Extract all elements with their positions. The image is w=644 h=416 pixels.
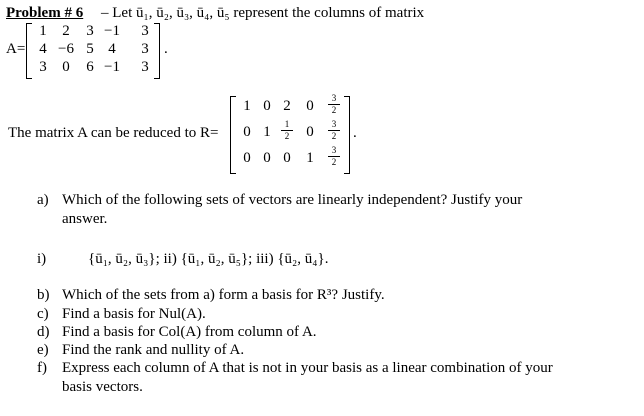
matrix-r-cell: 1 [306, 150, 314, 166]
matrix-a-cell: −1 [104, 59, 120, 75]
matrix-a-cell: 3 [39, 59, 47, 75]
question-b-text: Which of the sets from a) form a basis for R³? Justify. [62, 287, 385, 303]
vector-sets: {ū₁, ū₂, ū₃}; ii) {ū₁, ū₂, ū₅}; iii) {ū₂, ū₄}. [88, 251, 329, 267]
matrix-r-cell: 3 2 [328, 94, 340, 115]
matrix-a-cell: 0 [62, 59, 70, 75]
matrix-r-cell: 0 [283, 150, 291, 166]
matrix-r-cell: 0 [306, 124, 314, 140]
matrix-a-cell: 4 [39, 41, 47, 57]
matrix-a-cell: 3 [141, 59, 149, 75]
matrix-a-label: A= [6, 41, 26, 57]
matrix-r-right-bracket [344, 96, 350, 174]
question-a-line2: answer. [62, 211, 108, 227]
matrix-r [230, 95, 360, 175]
matrix-a-cell: 1 [39, 23, 47, 39]
matrix-r-cell: 1 [263, 124, 271, 140]
matrix-a-cell: 3 [86, 23, 94, 39]
question-b-label: b) [37, 287, 50, 303]
matrix-a-cell: 6 [86, 59, 94, 75]
matrix-r-period: . [353, 125, 357, 141]
question-a-label: a) [37, 192, 49, 208]
matrix-a [26, 22, 176, 80]
problem-intro: – Let ū₁, ū₂, ū₃, ū₄, ū₅ represent the columns of matrix [101, 5, 425, 21]
matrix-r-cell: 0 [263, 98, 271, 114]
question-d-text: Find a basis for Col(A) from column of A. [62, 324, 317, 340]
question-d-label: d) [37, 324, 50, 340]
problem-title: Problem # 6 [6, 5, 84, 21]
matrix-a-cell: 2 [62, 23, 70, 39]
matrix-r-cell: 3 2 [328, 120, 340, 141]
matrix-a-cell: −6 [58, 41, 74, 57]
question-a-line1: Which of the following sets of vectors are linearly independent? Justify your [62, 192, 523, 208]
matrix-r-cell: 0 [263, 150, 271, 166]
matrix-a-cell: 4 [108, 41, 116, 57]
question-f-line2: basis vectors. [62, 379, 143, 395]
matrix-a-cell: 3 [141, 41, 149, 57]
matrix-a-cell: 5 [86, 41, 94, 57]
matrix-r-cell: 1 2 [281, 120, 293, 141]
matrix-r-cell: 1 [243, 98, 251, 114]
matrix-r-left-bracket [230, 96, 236, 174]
matrix-a-cell: 3 [141, 23, 149, 39]
matrix-a-cell: −1 [104, 23, 120, 39]
item-i-label: i) [37, 251, 47, 267]
matrix-a-left-bracket [26, 23, 32, 79]
matrix-r-cell: 0 [243, 124, 251, 140]
matrix-r-cell: 0 [306, 98, 314, 114]
reduced-text: The matrix A can be reduced to R= [8, 125, 219, 141]
question-e-label: e) [37, 342, 49, 358]
question-e-text: Find the rank and nullity of A. [62, 342, 245, 358]
question-f-line1: Express each column of A that is not in your basis as a linear combination of your [62, 360, 553, 376]
question-c-text: Find a basis for Nul(A). [62, 306, 206, 322]
question-f-label: f) [37, 360, 47, 376]
matrix-r-cell: 0 [243, 150, 251, 166]
matrix-a-period: . [164, 41, 168, 57]
matrix-r-cell: 3 2 [328, 146, 340, 167]
matrix-r-cell: 2 [283, 98, 291, 114]
question-c-label: c) [37, 306, 49, 322]
